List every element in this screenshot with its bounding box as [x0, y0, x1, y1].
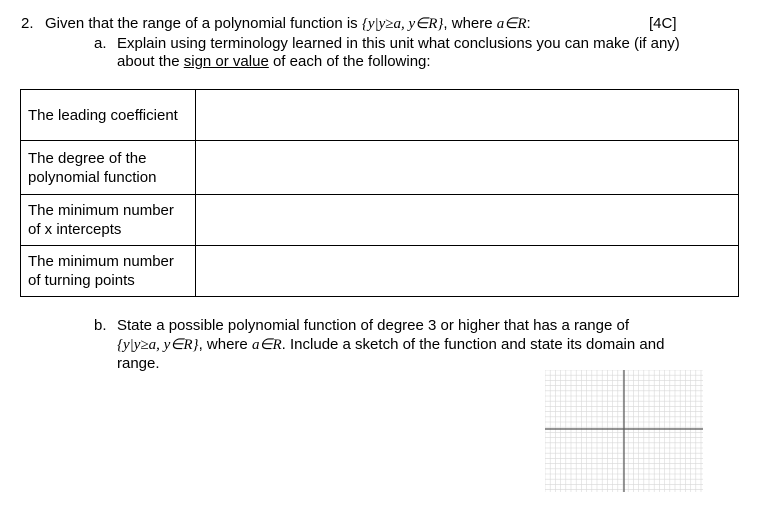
part-b-line2: [117, 336, 664, 354]
answer-cell[interactable]: [196, 195, 739, 246]
table-row: [21, 141, 739, 195]
part-b-line2-where: , where: [198, 336, 248, 353]
row-label-line2: polynomial function: [28, 168, 157, 186]
part-b-where-expression: a∈R: [251, 337, 282, 353]
answer-table: [20, 89, 739, 297]
question-stem-colon: :: [526, 15, 531, 32]
answer-cell[interactable]: [196, 90, 739, 141]
table-row: [21, 90, 739, 141]
row-label-line1: The minimum number: [28, 202, 174, 219]
part-a-line2-suffix: of each of the following:: [272, 53, 431, 70]
table-row: [21, 195, 739, 246]
part-b-line2-end: . Include a sketch of the function and state its domain and: [281, 336, 665, 353]
row-label: [21, 246, 196, 297]
row-label: [21, 195, 196, 246]
range-expression: {y|y≥a, y∈R}: [361, 16, 444, 32]
part-a-line2-prefix: about the: [117, 53, 180, 70]
question-stem-text: Given that the range of a polynomial function is: [45, 15, 358, 32]
question-number: 2.: [21, 15, 34, 32]
question-stem: [45, 15, 531, 33]
row-label-line1: The degree of the: [28, 149, 147, 167]
row-label-line1: The leading coefficient: [28, 106, 178, 124]
part-a-emphasis: sign or value: [183, 53, 269, 70]
marks-label: [4C]: [649, 15, 677, 32]
part-b-line3: range.: [117, 355, 160, 372]
row-label: [21, 90, 196, 141]
table-row: [21, 246, 739, 297]
where-expression: a∈R: [496, 16, 527, 32]
question-stem-where: , where: [443, 15, 493, 32]
row-label: [21, 141, 196, 195]
row-label-line1: The minimum number: [28, 253, 174, 270]
answer-cell[interactable]: [196, 141, 739, 195]
part-a-line1: Explain using terminology learned in this unit what conclusions you can make (if any): [117, 35, 680, 52]
row-label-line2: of turning points: [28, 272, 135, 289]
part-b-range-expression: {y|y≥a, y∈R}: [117, 337, 199, 353]
part-b-line1: State a possible polynomial function of degree 3 or higher that has a range of: [117, 317, 629, 334]
row-label-line2: of x intercepts: [28, 221, 122, 238]
part-b-letter: b.: [94, 317, 107, 334]
sketch-grid[interactable]: [545, 370, 703, 492]
answer-cell[interactable]: [196, 246, 739, 297]
part-a-letter: a.: [94, 35, 107, 52]
part-a-line2: [117, 53, 431, 71]
